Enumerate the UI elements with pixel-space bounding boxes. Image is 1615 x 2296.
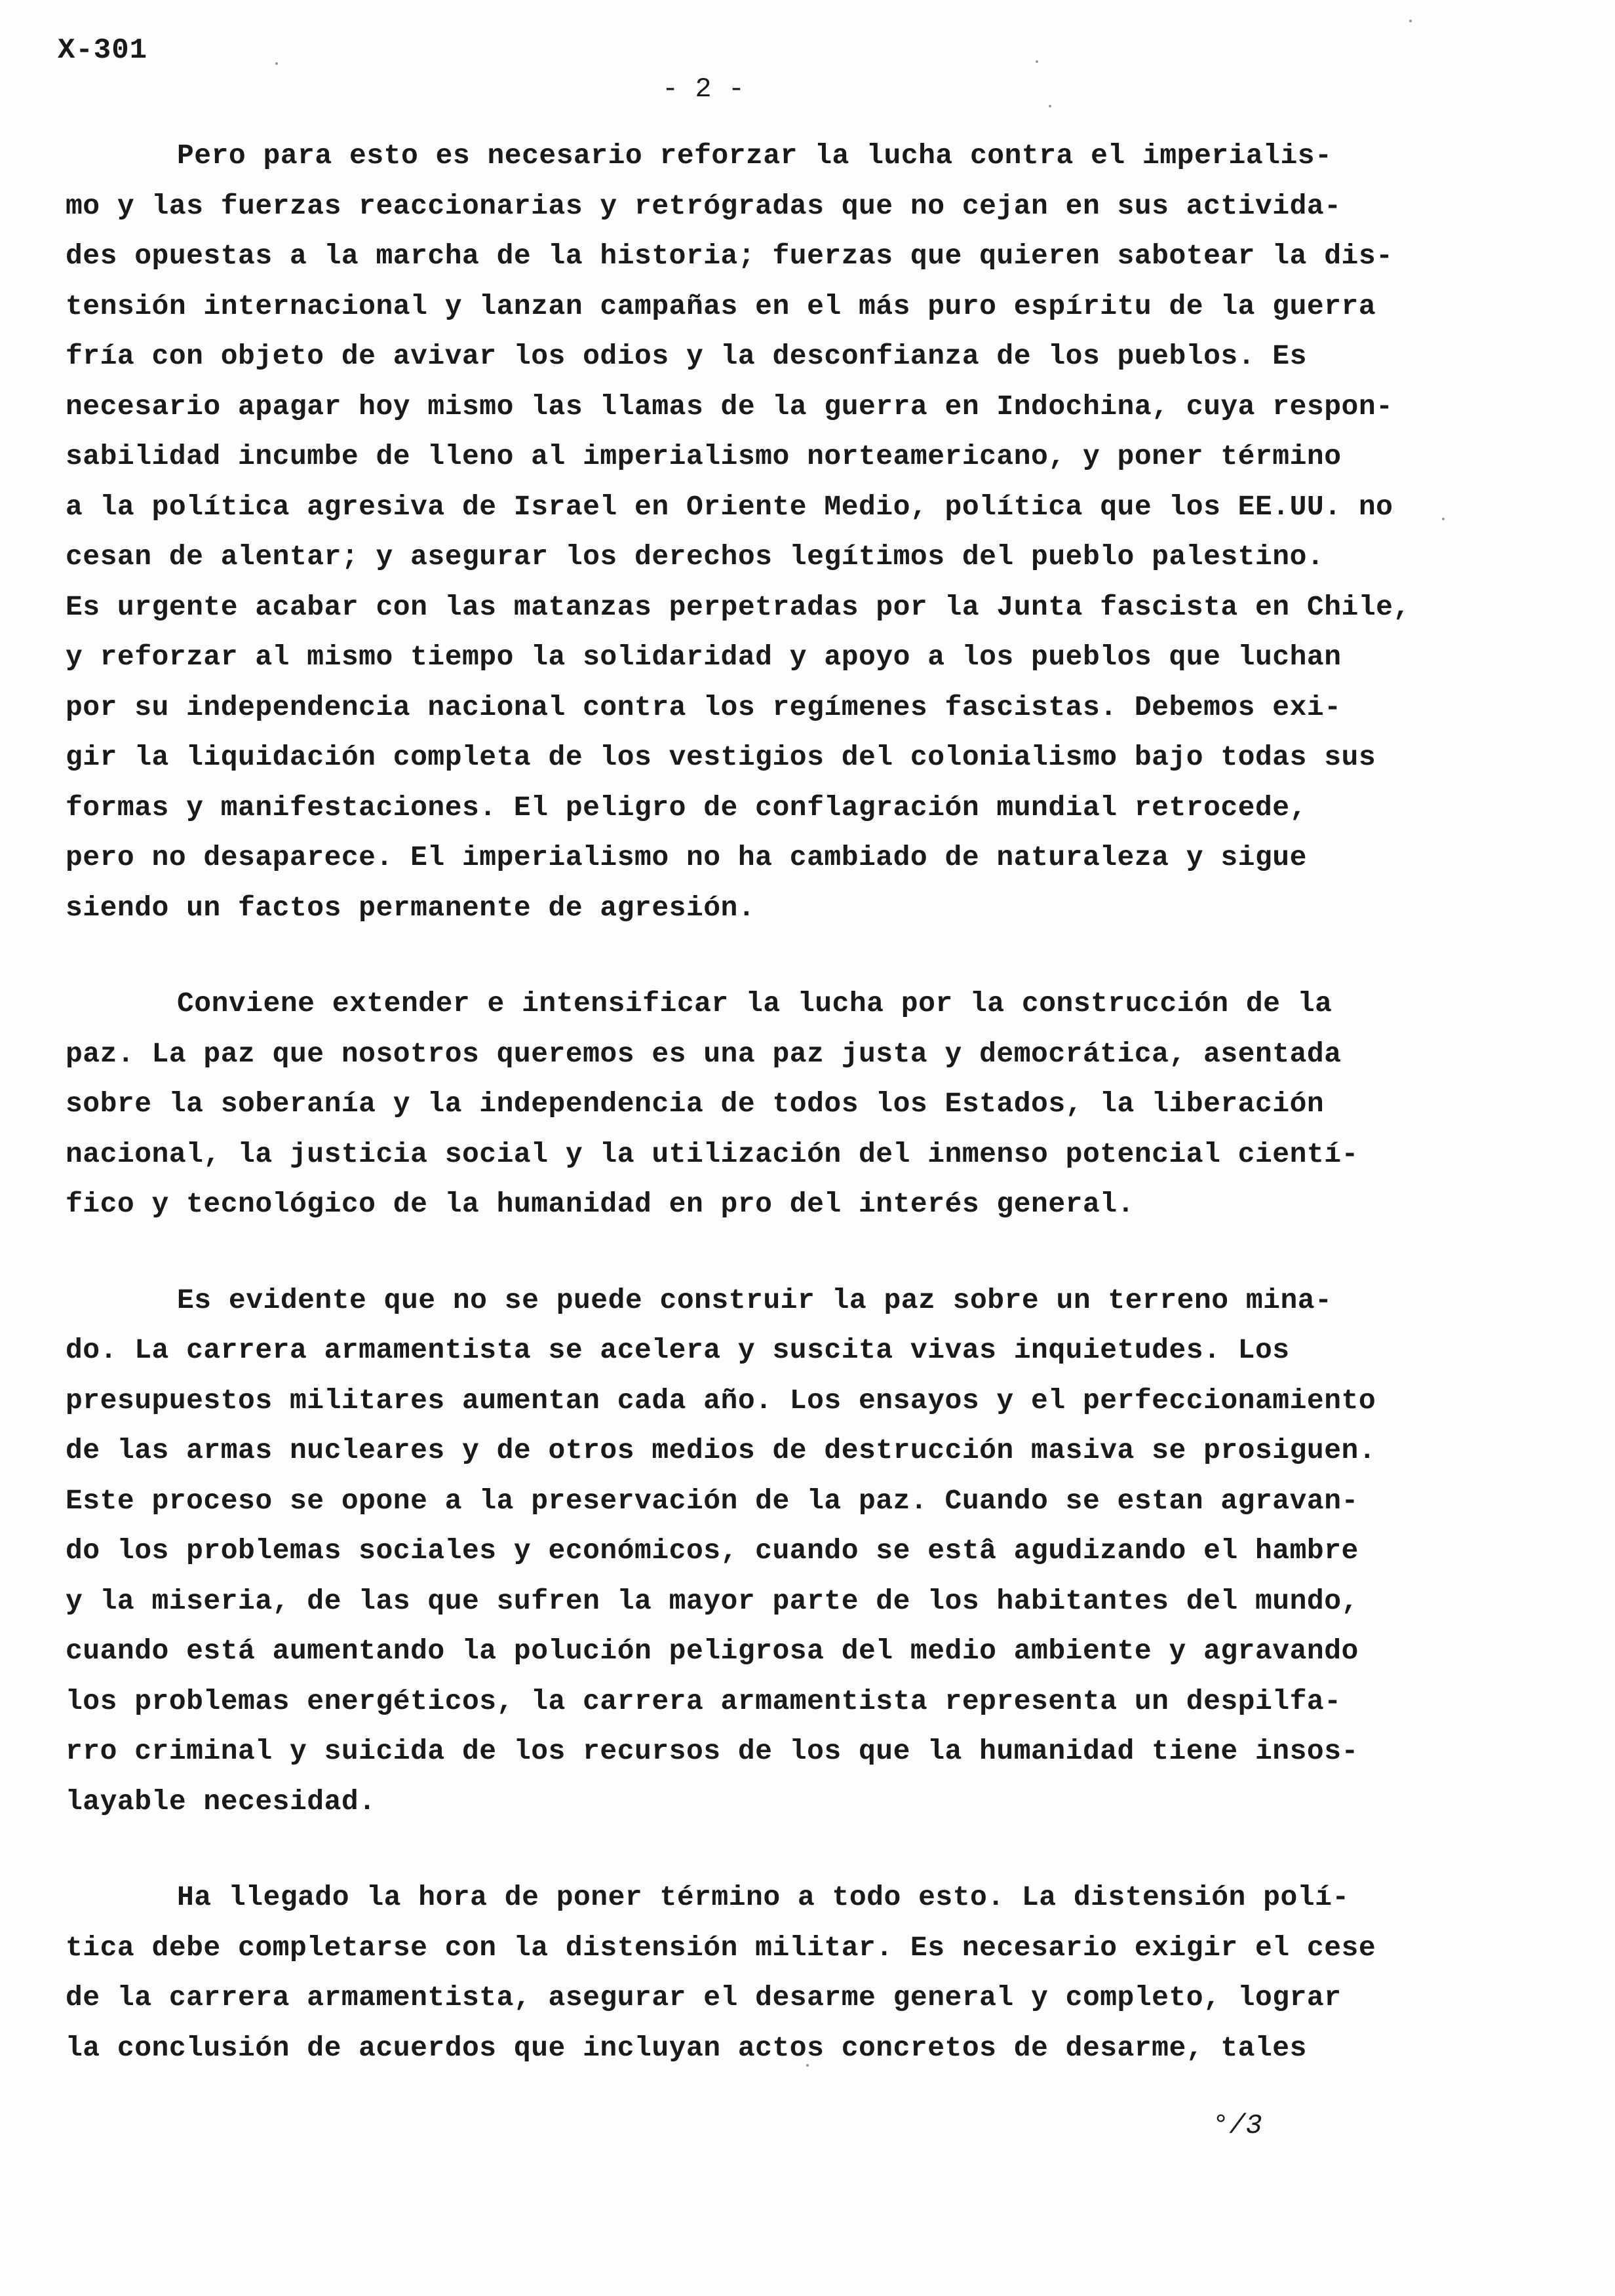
paragraph — [66, 979, 1455, 1230]
text-line: fico y tecnológico de la humanidad en pro del interés general. — [66, 1188, 1135, 1220]
text-line: tensión internacional y lanzan campañas en el más puro espíritu de la guerra — [66, 290, 1376, 322]
text-line: y la miseria, de las que sufren la mayor parte de los habitantes del mundo, — [66, 1584, 1359, 1617]
text-line: Es evidente que no se puede construir la paz sobre un terreno mina- — [177, 1284, 1333, 1316]
text-line: Este proceso se opone a la preservación de la paz. Cuando se estan agravan- — [66, 1484, 1359, 1517]
text-line: formas y manifestaciones. El peligro de conflagración mundial retrocede, — [66, 791, 1307, 824]
text-line: y reforzar al mismo tiempo la solidaridad y apoyo a los pueblos que luchan — [66, 641, 1342, 673]
text-line: nacional, la justicia social y la utilización del inmenso potencial cientí- — [66, 1138, 1359, 1170]
paragraph — [66, 1873, 1455, 2073]
text-line: la conclusión de acuerdos que incluyan actos concretos de desarme, tales — [66, 2031, 1307, 2064]
text-line: sobre la soberanía y la independencia de todos los Estados, la liberación — [66, 1088, 1325, 1120]
text-line: des opuestas a la marcha de la historia; fuerzas que quieren sabotear la dis- — [66, 240, 1393, 272]
text-line: de las armas nucleares y de otros medios de destrucción masiva se prosiguen. — [66, 1434, 1376, 1466]
speck — [1409, 20, 1412, 22]
text-line: por su independencia nacional contra los regímenes fascistas. Debemos exi- — [66, 691, 1342, 723]
speck — [1036, 60, 1038, 63]
text-line: rro criminal y suicida de los recursos de los que la humanidad tiene insos- — [66, 1735, 1359, 1767]
text-line: fría con objeto de avivar los odios y la desconfianza de los pueblos. Es — [66, 340, 1307, 372]
paragraph — [66, 131, 1455, 933]
text-line: Pero para esto es necesario reforzar la lucha contra el imperialis- — [177, 140, 1333, 172]
speck — [806, 2064, 809, 2067]
text-line: de la carrera armamentista, asegurar el desarme general y completo, lograr — [66, 1981, 1342, 2014]
text-line: cuando está aumentando la polución peligrosa del medio ambiente y agravando — [66, 1635, 1359, 1667]
text-line: Conviene extender e intensificar la lucha por la construcción de la — [177, 987, 1333, 1020]
text-line: Ha llegado la hora de poner término a todo esto. La distensión polí- — [177, 1881, 1350, 1913]
text-line: Es urgente acabar con las matanzas perpetradas por la Junta fascista en Chile, — [66, 590, 1411, 623]
continuation-page-reference: °/3 — [1213, 2110, 1262, 2141]
text-line: tica debe completarse con la distensión militar. Es necesario exigir el cese — [66, 1931, 1376, 1964]
document-id: X-301 — [58, 34, 148, 67]
text-line: gir la liquidación completa de los vestigios del colonialismo bajo todas sus — [66, 741, 1376, 773]
text-line: siendo un factos permanente de agresión. — [66, 891, 756, 924]
text-line: a la política agresiva de Israel en Oriente Medio, política que los EE.UU. no — [66, 490, 1393, 523]
text-line: mo y las fuerzas reaccionarias y retrógradas que no cejan en sus activida- — [66, 189, 1342, 222]
page-number: - 2 - — [662, 73, 745, 105]
paragraph — [66, 1276, 1455, 1827]
text-line: necesario apagar hoy mismo las llamas de la guerra en Indochina, cuya respon- — [66, 390, 1393, 423]
text-line: layable necesidad. — [66, 1785, 376, 1818]
speck — [1049, 105, 1051, 107]
speck — [1442, 518, 1445, 520]
text-line: cesan de alentar; y asegurar los derechos legítimos del pueblo palestino. — [66, 541, 1325, 573]
text-line: presupuestos militares aumentan cada año. Los ensayos y el perfeccionamiento — [66, 1384, 1376, 1417]
text-line: sabilidad incumbe de lleno al imperialismo norteamericano, y poner término — [66, 440, 1342, 472]
text-line: pero no desaparece. El imperialismo no ha cambiado de naturaleza y sigue — [66, 841, 1307, 873]
body-text — [66, 131, 1455, 2119]
text-line: los problemas energéticos, la carrera armamentista representa un despilfa- — [66, 1685, 1342, 1717]
text-line: do los problemas sociales y económicos, cuando se estâ agudizando el hambre — [66, 1535, 1359, 1567]
text-line: do. La carrera armamentista se acelera y suscita vivas inquietudes. Los — [66, 1334, 1290, 1366]
speck — [275, 62, 278, 65]
text-line: paz. La paz que nosotros queremos es una paz justa y democrática, asentada — [66, 1037, 1342, 1070]
